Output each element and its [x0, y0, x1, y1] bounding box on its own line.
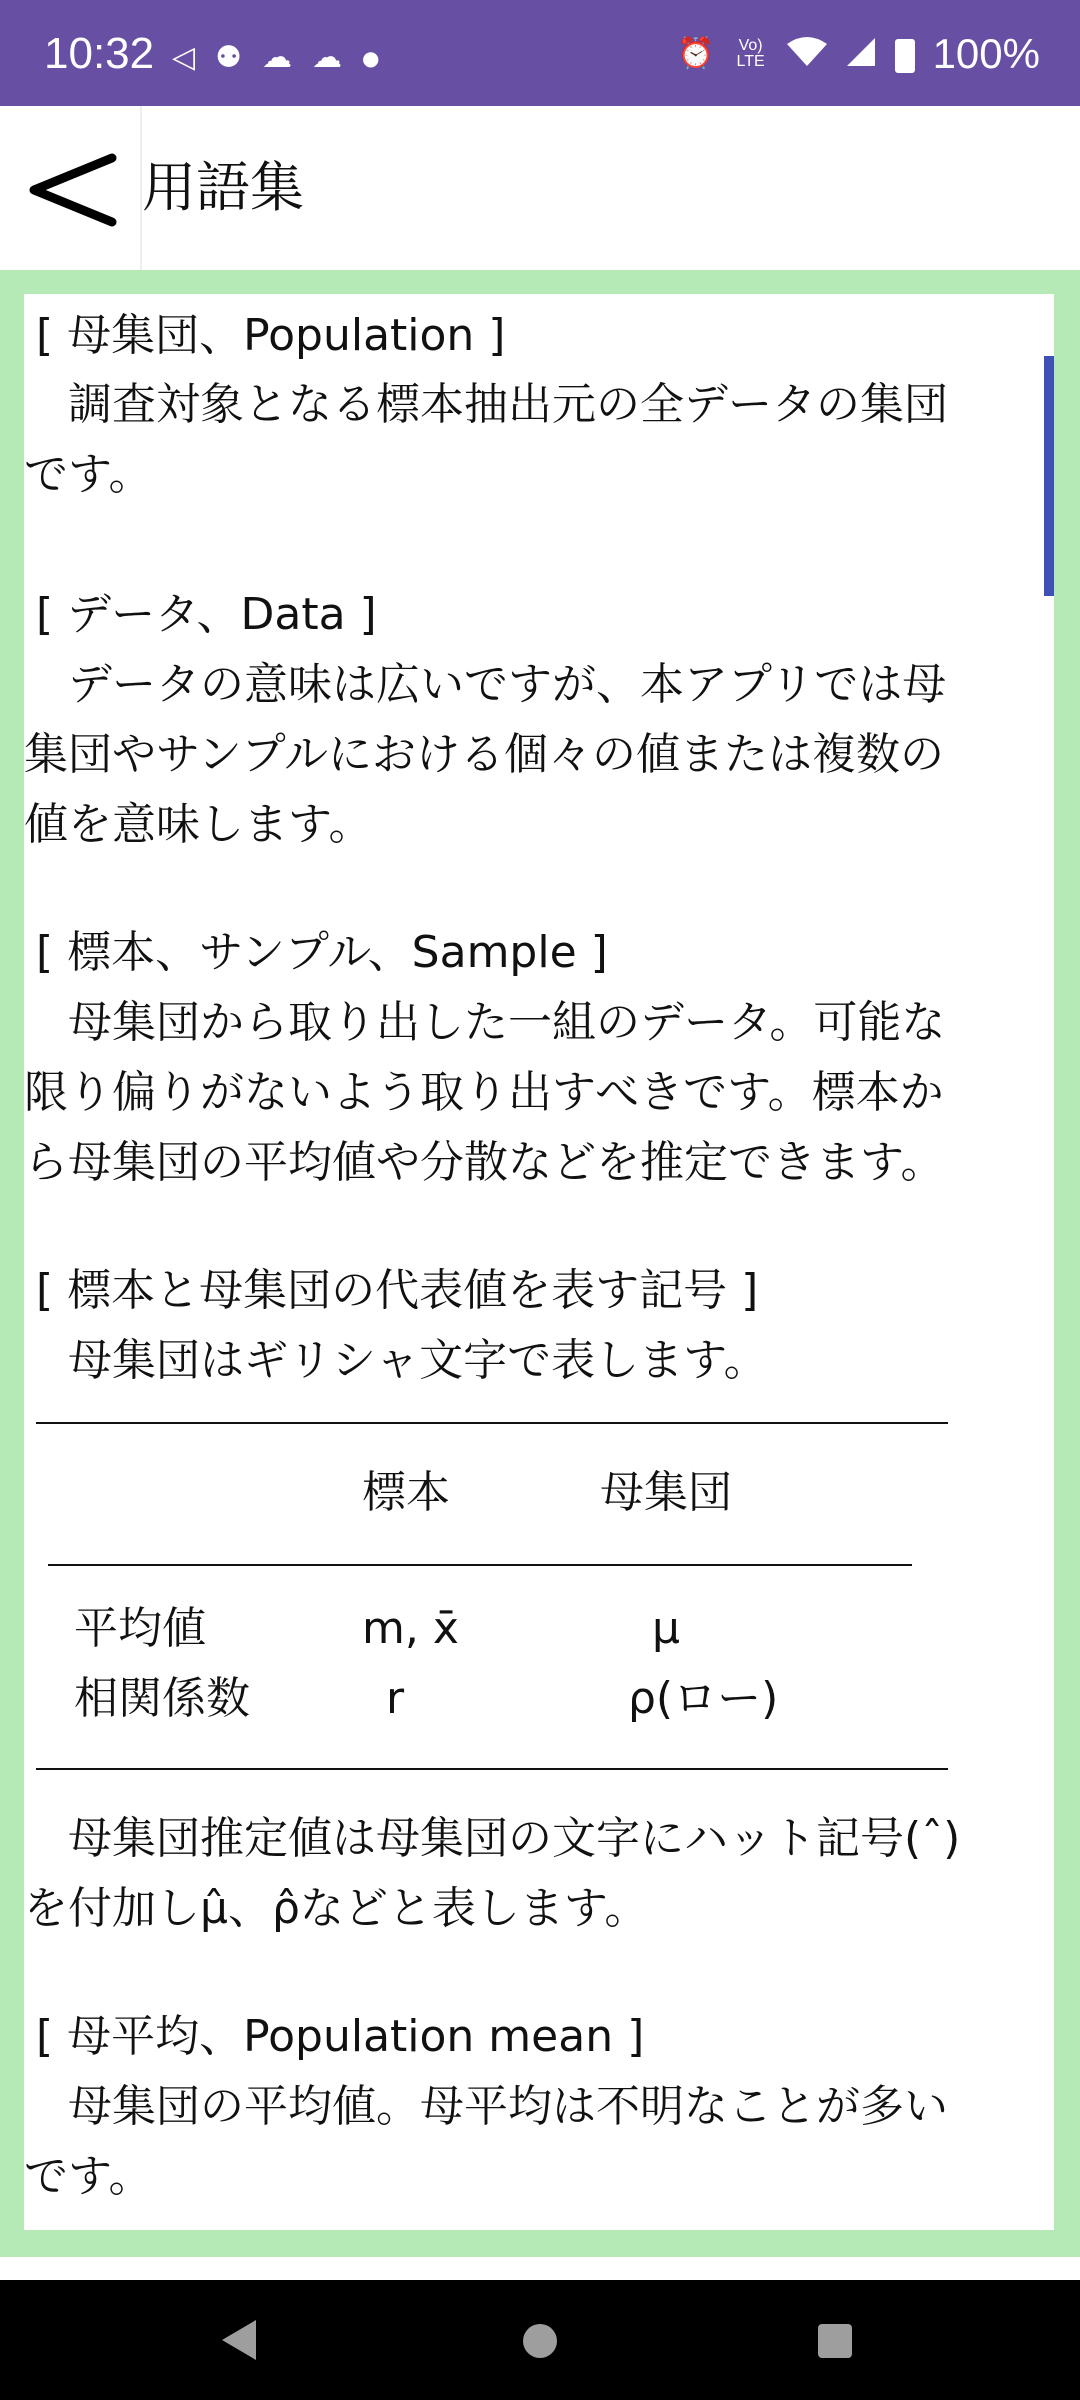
table-header-population: 母集団	[600, 1467, 732, 1518]
recents-square-icon[interactable]	[818, 2324, 852, 2358]
table-row-label: 平均値	[74, 1603, 206, 1654]
table-row-population: μ	[652, 1603, 680, 1654]
term-heading: [ 標本と母集団の代表値を表す記号 ]	[36, 1265, 759, 1316]
table-row-label: 相関係数	[74, 1673, 250, 1724]
table-header-rule	[48, 1564, 912, 1566]
app-icon-2: ☁	[261, 40, 292, 75]
cast-icon: ◁	[172, 40, 196, 75]
table-row-sample: r	[386, 1673, 405, 1724]
status-right	[677, 30, 1040, 78]
table-bottom-rule	[36, 1768, 948, 1770]
app-header	[0, 106, 1080, 270]
notification-icons	[172, 42, 379, 74]
term-text: 値を意味します。	[24, 799, 373, 850]
wifi-icon	[787, 36, 827, 72]
signal-icon	[845, 36, 877, 72]
term-text: 集団やサンプルにおける個々の値または複数の	[24, 729, 945, 780]
scrollbar-thumb[interactable]	[1044, 356, 1054, 596]
glossary-panel[interactable]	[24, 294, 1054, 2230]
term-text: 調査対象となる標本抽出元の全データの集団	[24, 379, 948, 430]
status-time: 10:32	[44, 29, 155, 78]
app-icon-3: ☁	[311, 40, 342, 75]
term-heading: [ 母集団、Population ]	[36, 310, 506, 361]
term-text: 母集団から取り出した一組のデータ。可能な	[24, 997, 946, 1048]
volte-icon: Vo) LTE	[736, 37, 765, 70]
dot-icon: ●	[361, 46, 380, 70]
term-text: データの意味は広いですが、本アプリでは母	[24, 659, 947, 710]
term-text: です。	[24, 449, 153, 500]
content-frame	[0, 270, 1080, 2257]
battery-icon	[895, 39, 915, 73]
term-text: 限り偏りがないよう取り出すべきです。標本か	[24, 1067, 944, 1118]
term-text: 母集団はギリシャ文字で表します。	[24, 1335, 768, 1386]
alarm-icon: ⏰	[677, 36, 715, 71]
app-icon-1: ⚉	[215, 40, 242, 75]
chevron-left-icon	[20, 130, 130, 250]
term-text: 母集団推定値は母集団の文字にハット記号(ˆ)	[24, 1813, 961, 1864]
back-triangle-icon	[220, 2318, 258, 2362]
table-row-sample: m, x̄	[362, 1603, 459, 1654]
term-text: 母集団の平均値。母平均は不明なことが多い	[24, 2081, 948, 2132]
term-text: を付加しμ̂、ρ̂などと表します。	[24, 1883, 649, 1934]
term-text: ら母集団の平均値や分散などを推定できます。	[24, 1137, 945, 1188]
back-button[interactable]	[20, 130, 130, 250]
page-title: 用語集	[142, 156, 304, 219]
term-heading: [ データ、Data ]	[36, 589, 377, 640]
term-text: です。	[24, 2151, 153, 2202]
system-nav-bar	[0, 2280, 1080, 2400]
table-row-population: ρ(ロー)	[628, 1673, 779, 1724]
term-heading: [ 標本、サンプル、Sample ]	[36, 927, 608, 978]
table-header-sample: 標本	[362, 1467, 450, 1518]
term-heading: [ 母平均、Population mean ]	[36, 2011, 645, 2062]
table-top-rule	[36, 1422, 948, 1424]
home-circle-icon[interactable]	[523, 2324, 557, 2358]
nav-back-button[interactable]	[220, 2318, 258, 2366]
status-bar	[0, 0, 1080, 106]
battery-percent: 100%	[932, 30, 1040, 77]
